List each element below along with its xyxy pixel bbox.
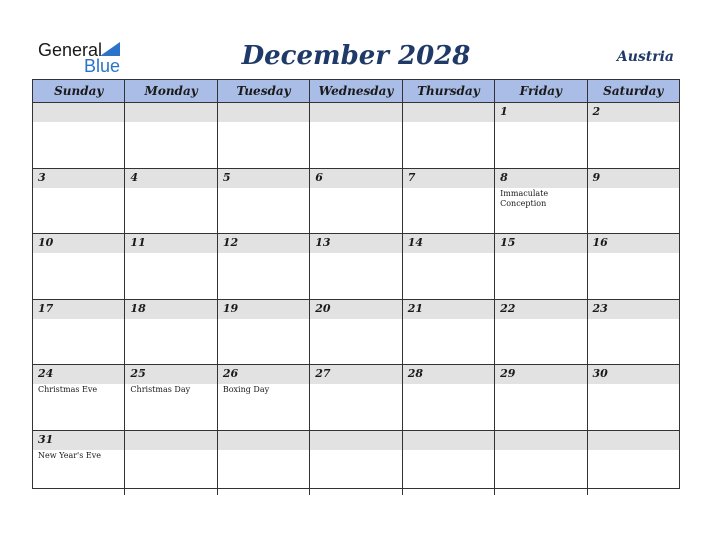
day-cell[interactable] xyxy=(125,431,217,496)
day-header-band xyxy=(310,169,401,188)
day-cell[interactable] xyxy=(125,365,217,430)
logo-text-blue: Blue xyxy=(84,56,121,76)
weekday-sunday: Sunday xyxy=(33,80,125,102)
calendar-weeks xyxy=(33,103,679,495)
day-cell[interactable] xyxy=(33,234,125,299)
weekday-friday: Friday xyxy=(495,80,587,102)
day-cell[interactable] xyxy=(403,169,495,234)
day-number: 22 xyxy=(500,301,516,315)
day-number: 17 xyxy=(38,301,54,315)
day-header-band xyxy=(125,103,216,122)
weekday-monday: Monday xyxy=(125,80,217,102)
day-cell[interactable] xyxy=(33,365,125,430)
day-cell[interactable] xyxy=(125,234,217,299)
day-cell[interactable] xyxy=(218,431,310,496)
day-cell[interactable] xyxy=(495,365,587,430)
day-header-band xyxy=(125,169,216,188)
day-cell[interactable] xyxy=(495,169,587,234)
day-cell[interactable] xyxy=(310,300,402,365)
day-number: 12 xyxy=(222,236,239,249)
day-number: 15 xyxy=(500,236,516,249)
day-cell[interactable] xyxy=(495,300,587,365)
weekday-saturday: Saturday xyxy=(603,84,664,98)
weekday-header xyxy=(33,80,679,103)
weekday-tuesday: Tuesday xyxy=(218,80,310,102)
day-cell[interactable] xyxy=(310,365,402,430)
day-cell[interactable] xyxy=(588,365,679,430)
day-number: 6 xyxy=(315,170,323,184)
day-number: 2 xyxy=(592,105,601,118)
day-cell[interactable] xyxy=(403,365,495,430)
day-header-band xyxy=(310,103,401,122)
day-number: 20 xyxy=(315,301,331,315)
calendar-grid xyxy=(32,79,680,489)
day-number: 24 xyxy=(38,367,54,380)
day-number: 19 xyxy=(222,301,239,315)
day-cell[interactable] xyxy=(588,431,679,496)
day-header-band xyxy=(495,169,586,188)
day-number: 10 xyxy=(38,236,54,249)
day-header-band xyxy=(218,103,309,122)
day-number: 29 xyxy=(500,367,516,380)
day-number: 25 xyxy=(130,367,146,380)
day-cell[interactable] xyxy=(125,300,217,365)
day-cell[interactable] xyxy=(588,103,679,168)
day-header-band xyxy=(588,431,679,450)
calendar-title: December 2028 xyxy=(241,41,471,71)
day-number: 4 xyxy=(130,170,139,184)
day-cell[interactable] xyxy=(588,300,679,365)
day-cell[interactable] xyxy=(403,103,495,168)
holiday-label: Christmas Day xyxy=(130,385,191,394)
day-cell[interactable] xyxy=(588,169,679,234)
day-cell[interactable] xyxy=(33,103,125,168)
day-cell[interactable] xyxy=(495,234,587,299)
day-cell[interactable] xyxy=(310,103,402,168)
day-cell[interactable] xyxy=(310,431,402,496)
day-number: 26 xyxy=(222,367,239,380)
day-header-band xyxy=(403,169,494,188)
day-cell[interactable] xyxy=(495,431,587,496)
day-header-band xyxy=(33,169,124,188)
day-number: 13 xyxy=(315,236,331,249)
day-number: 21 xyxy=(407,301,423,315)
day-cell[interactable] xyxy=(403,431,495,496)
holiday-label: Immaculate Conception xyxy=(500,188,549,208)
day-number: 27 xyxy=(315,367,331,380)
day-cell[interactable] xyxy=(310,234,402,299)
week-row xyxy=(33,103,679,169)
day-header-band xyxy=(495,431,586,450)
weekday-thursday: Thursday xyxy=(403,80,495,102)
day-number: 31 xyxy=(38,432,54,446)
week-row xyxy=(33,300,679,366)
day-cell[interactable] xyxy=(403,234,495,299)
day-header-band xyxy=(310,431,401,450)
day-number: 23 xyxy=(592,301,608,315)
week-row xyxy=(33,365,679,431)
day-cell[interactable] xyxy=(125,169,217,234)
day-cell[interactable] xyxy=(33,300,125,365)
day-number: 18 xyxy=(130,301,146,315)
day-cell[interactable] xyxy=(403,300,495,365)
day-number: 1 xyxy=(500,105,508,118)
day-cell[interactable] xyxy=(218,365,310,430)
day-number: 14 xyxy=(407,236,423,249)
day-header-band xyxy=(218,431,309,450)
day-number: 11 xyxy=(130,236,146,249)
weekday-wednesday: Wednesday xyxy=(310,80,402,102)
day-cell[interactable] xyxy=(495,103,587,168)
day-header-band xyxy=(33,103,124,122)
day-number: 7 xyxy=(407,170,416,184)
week-row xyxy=(33,431,679,496)
day-cell[interactable] xyxy=(125,103,217,168)
day-cell[interactable] xyxy=(218,300,310,365)
day-header-band xyxy=(218,169,309,188)
day-cell[interactable] xyxy=(33,169,125,234)
day-cell[interactable] xyxy=(218,103,310,168)
day-cell[interactable] xyxy=(218,169,310,234)
week-row xyxy=(33,234,679,300)
day-number: 16 xyxy=(592,236,608,249)
day-header-band xyxy=(495,103,586,122)
day-cell[interactable] xyxy=(33,431,125,496)
day-header-band xyxy=(403,103,494,122)
day-header-band xyxy=(588,169,679,188)
day-header-band xyxy=(125,431,216,450)
holiday-label: New Year's Eve xyxy=(38,450,101,460)
logo-text-general: General xyxy=(38,40,103,60)
day-number: 5 xyxy=(222,170,231,184)
day-header-band xyxy=(588,103,679,122)
holiday-label: Christmas Eve xyxy=(38,385,98,394)
day-cell[interactable] xyxy=(588,234,679,299)
day-number: 3 xyxy=(38,170,46,184)
day-cell[interactable] xyxy=(218,234,310,299)
holiday-label: Boxing Day xyxy=(222,385,270,394)
country-label: Austria xyxy=(616,49,674,65)
day-number: 9 xyxy=(592,170,601,184)
day-header-band xyxy=(403,431,494,450)
day-cell[interactable] xyxy=(310,169,402,234)
week-row xyxy=(33,169,679,235)
day-number: 28 xyxy=(407,367,423,380)
day-number: 30 xyxy=(592,367,608,380)
day-number: 8 xyxy=(500,170,508,184)
